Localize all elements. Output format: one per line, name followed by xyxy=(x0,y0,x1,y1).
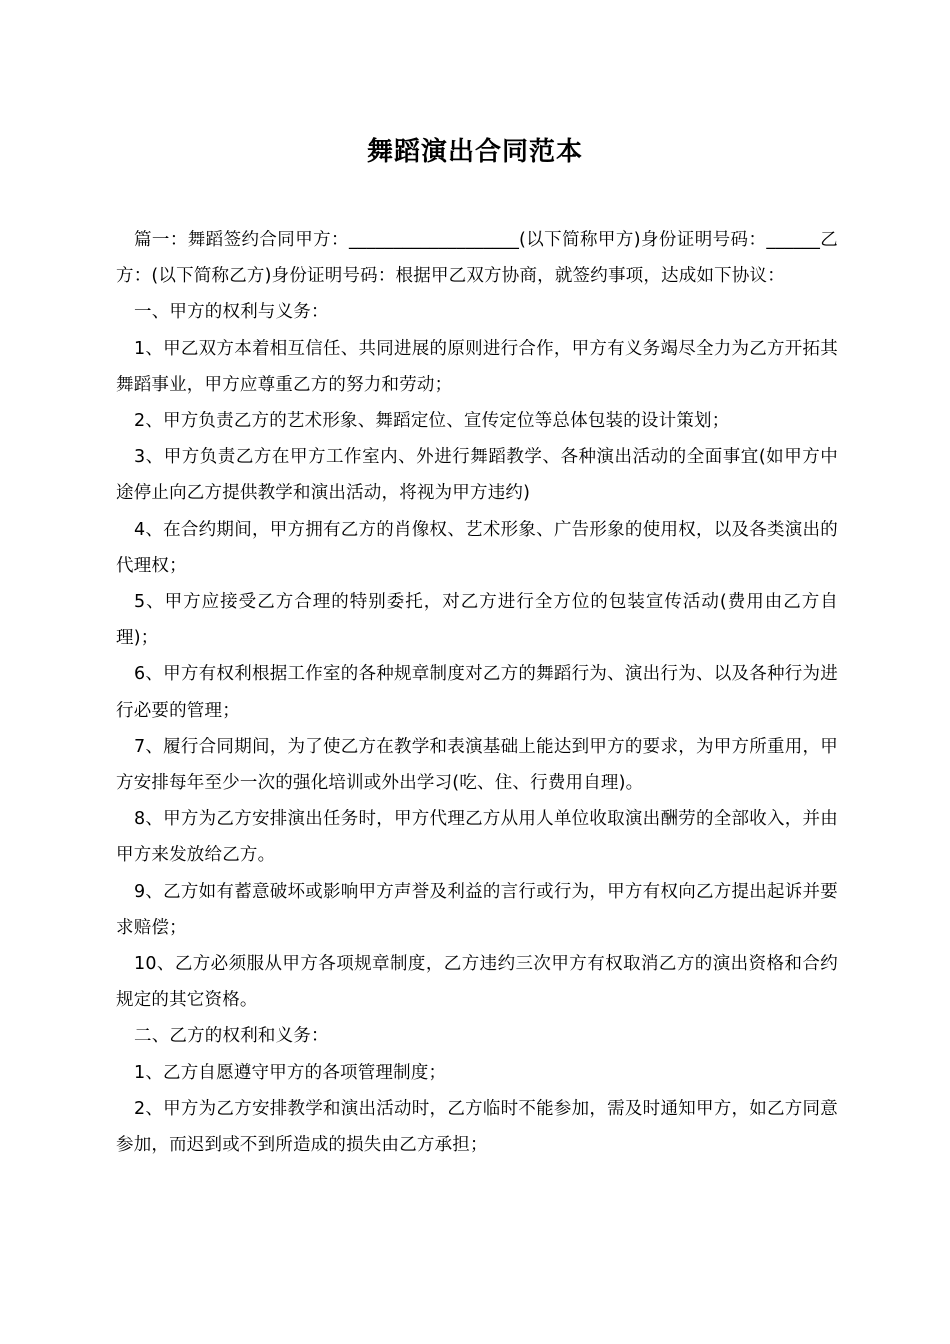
paragraph-intro: 篇一：舞蹈签约合同甲方：___________________(以下简称甲方)身份证明号码：______乙方：(以下简称乙方)身份证明号码：根据甲乙双方协商，就签约事项，达成如下协议： xyxy=(116,230,838,287)
clause-a-3: 3、甲方负责乙方在甲方工作室内、外进行舞蹈教学、各种演出活动的全面事宜(如甲方中途停止向乙方提供教学和演出活动，将视为甲方违约) xyxy=(116,447,838,504)
clause-a-1: 1、甲乙双方本着相互信任、共同进展的原则进行合作，甲方有义务竭尽全力为乙方开拓其舞蹈事业，甲方应尊重乙方的努力和劳动； xyxy=(116,338,838,395)
clause-a-9: 9、乙方如有蓄意破坏或影响甲方声誉及利益的言行或行为，甲方有权向乙方提出起诉并要求赔偿； xyxy=(116,881,838,938)
section-heading-party-a: 一、甲方的权利与义务： xyxy=(134,302,329,323)
clause-a-2: 2、甲方负责乙方的艺术形象、舞蹈定位、宣传定位等总体包装的设计策划； xyxy=(134,411,730,432)
clause-a-10: 10、乙方必须服从甲方各项规章制度，乙方违约三次甲方有权取消乙方的演出资格和合约规定的其它资格。 xyxy=(116,954,838,1011)
document-title: 舞蹈演出合同范本 xyxy=(366,137,583,167)
clause-b-2: 2、甲方为乙方安排教学和演出活动时，乙方临时不能参加，需及时通知甲方，如乙方同意参加，而迟到或不到所造成的损失由乙方承担； xyxy=(116,1098,838,1156)
clause-b-1: 1、乙方自愿遵守甲方的各项管理制度； xyxy=(134,1062,447,1083)
clause-a-8: 8、甲方为乙方安排演出任务时，甲方代理乙方从用人单位收取演出酬劳的全部收入，并由甲方来发放给乙方。 xyxy=(116,809,838,866)
clause-a-7: 7、履行合同期间，为了使乙方在教学和表演基础上能达到甲方的要求，为甲方所重用，甲方安排每年至少一次的强化培训或外出学习(吃、住、行费用自理)。 xyxy=(116,736,838,794)
clause-a-5: 5、甲方应接受乙方合理的特别委托，对乙方进行全方位的包装宣传活动(费用由乙方自理)； xyxy=(116,592,838,649)
section-heading-party-b: 二、乙方的权利和义务： xyxy=(134,1026,329,1047)
clause-a-4: 4、在合约期间，甲方拥有乙方的肖像权、艺术形象、广告形象的使用权，以及各类演出的代理权； xyxy=(116,519,838,576)
document-body xyxy=(116,222,838,1163)
clause-a-6: 6、甲方有权利根据工作室的各种规章制度对乙方的舞蹈行为、演出行为、以及各种行为进行必要的管理； xyxy=(116,664,838,721)
